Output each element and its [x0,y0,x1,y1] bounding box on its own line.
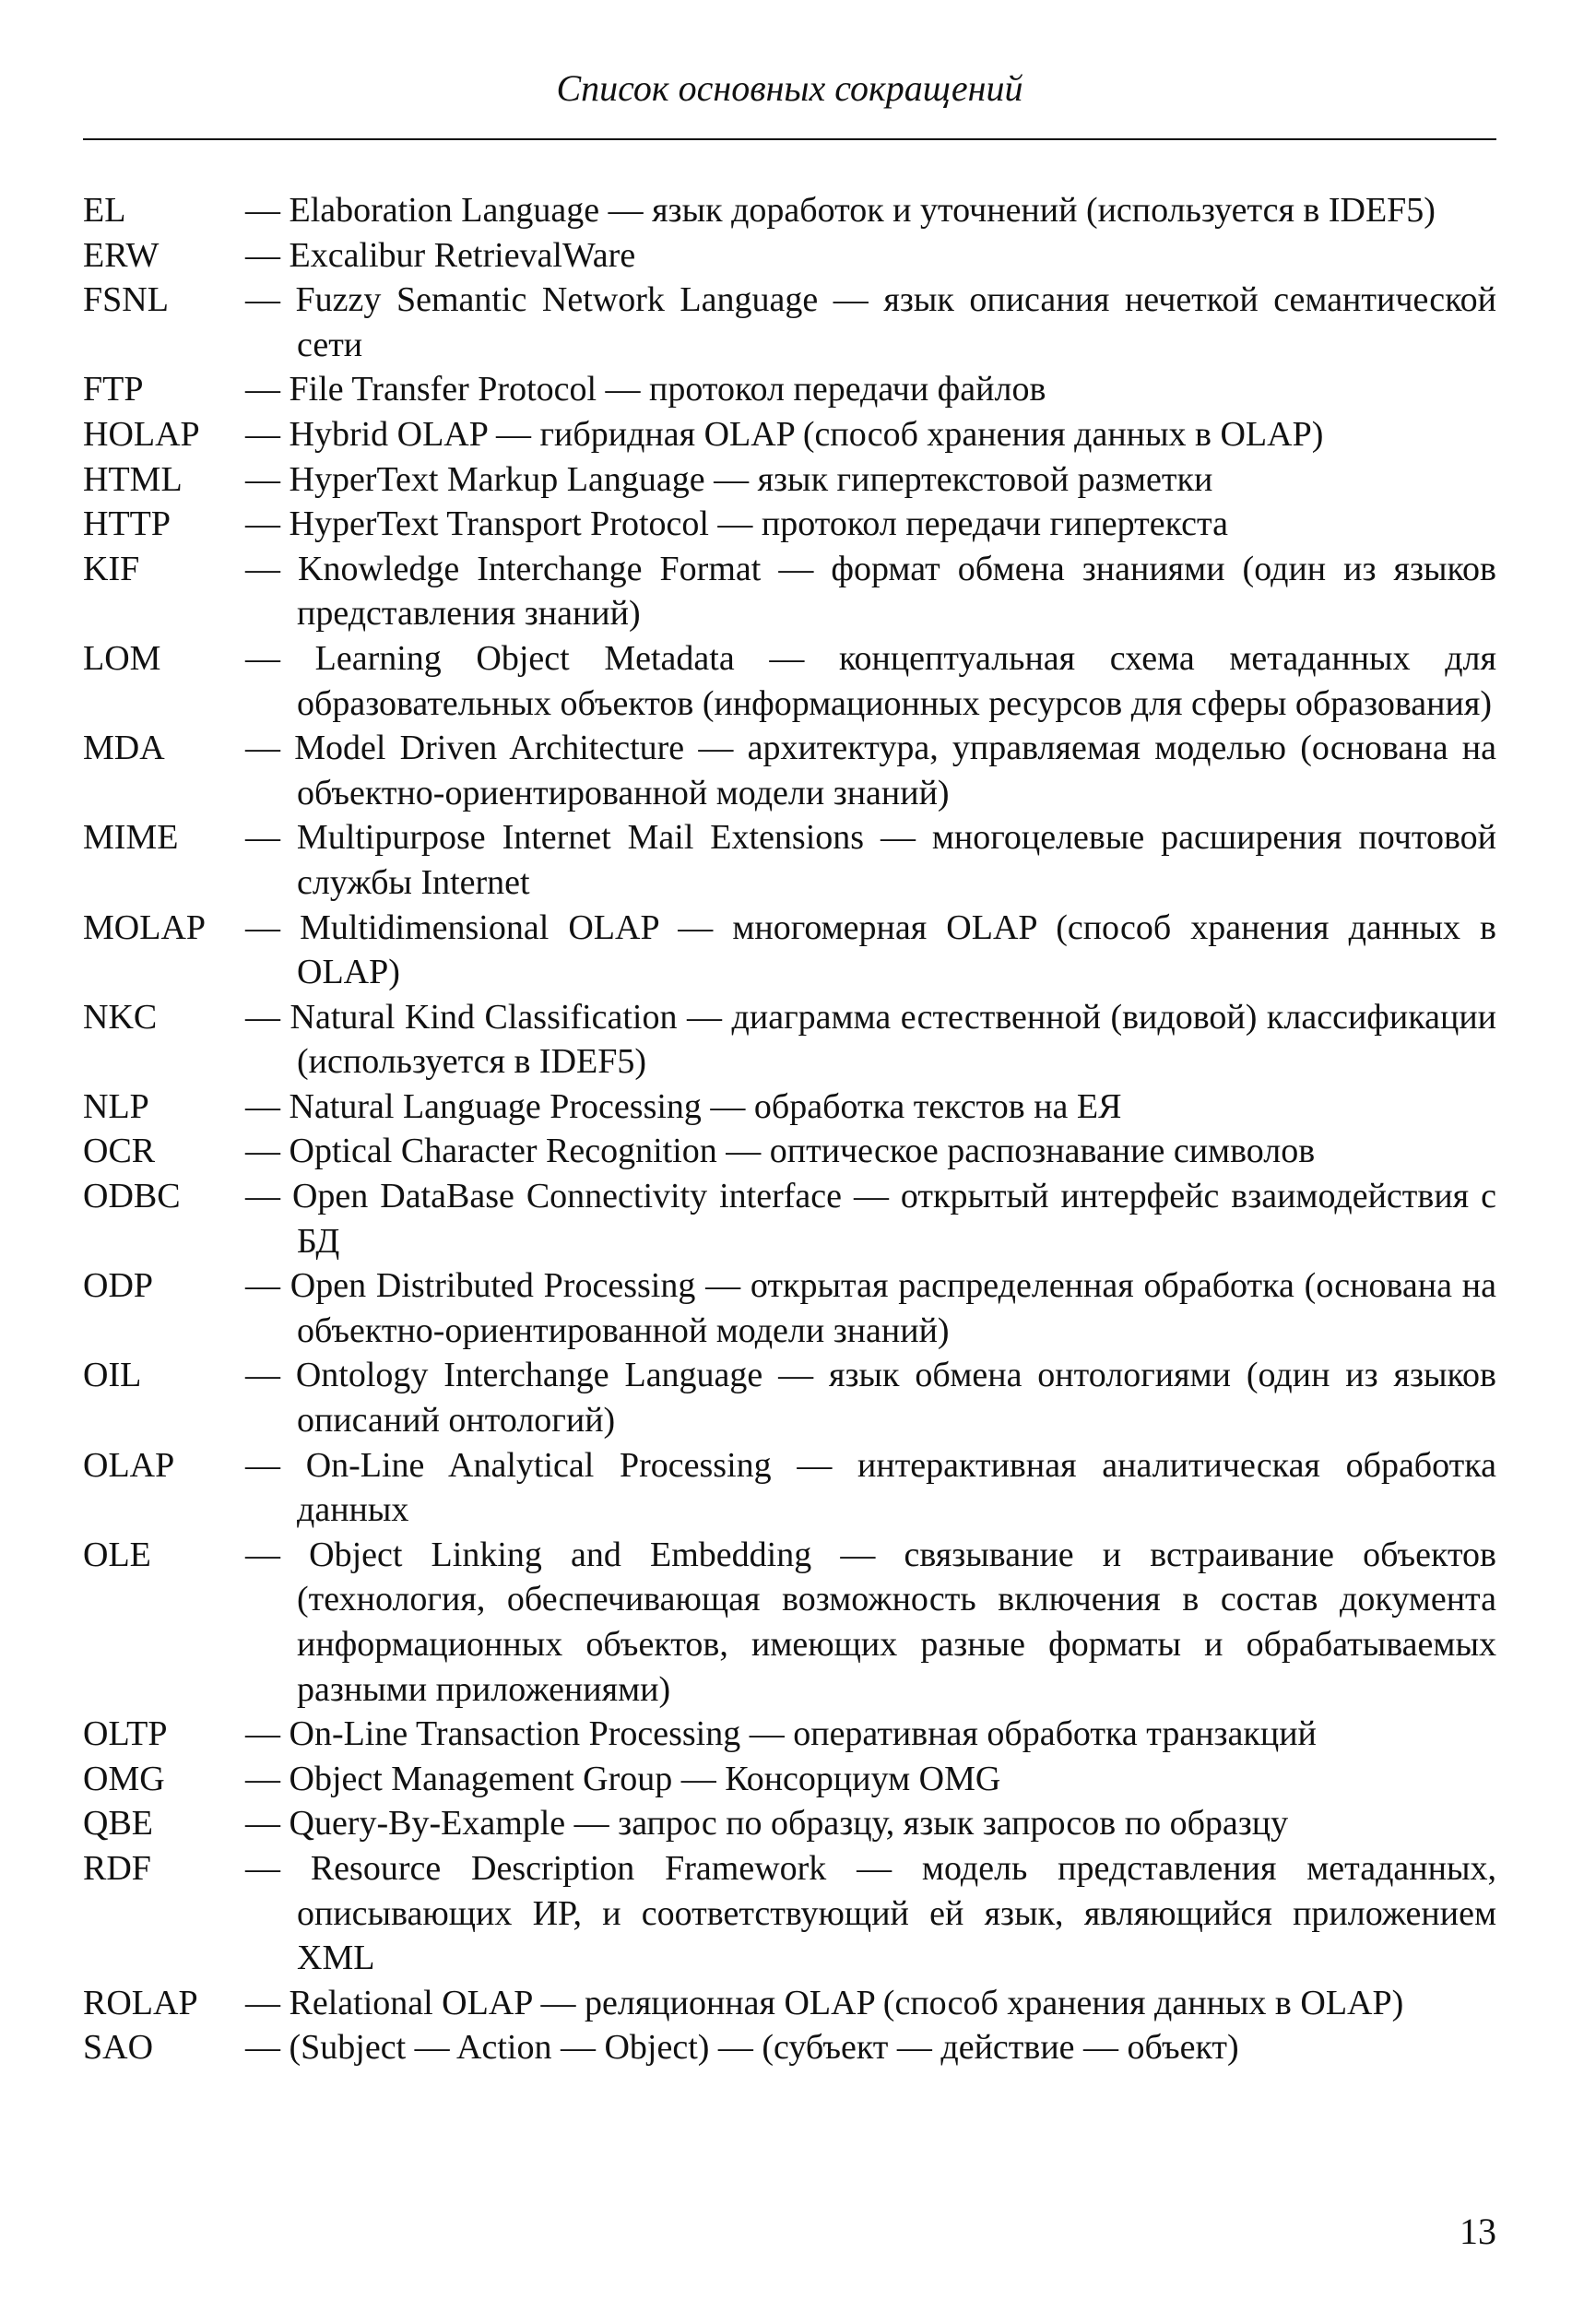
abbreviation-definition: — Multipurpose Internet Mail Extensions — многоцелевые расширения почтовой службы Internet [245,818,1496,902]
abbreviation-entry [83,1757,1496,1802]
abbreviation-definition: — On-Line Transaction Processing — оперативная обработка транзакций [245,1714,1317,1754]
abbreviation-term: ODP [83,1266,154,1306]
abbreviation-term: ERW [83,235,160,275]
abbreviation-term: HTML [83,459,183,499]
abbreviation-term: SAO [83,2028,154,2068]
abbreviation-definition: — Query-By-Example — запрос по образцу, язык запросов по образцу [245,1804,1289,1844]
abbreviation-term: LOM [83,638,161,678]
abbreviation-definition: — Resource Description Framework — модель представления метаданных, описывающих ИР, и соответствующий ей язык, являющийся приложением XML [245,1848,1496,1978]
abbreviation-term: ODBC [83,1177,181,1216]
abbreviation-definition: — Model Driven Architecture — архитектура, управляемая моделью (основана на объектно-ориентированной модели знаний) [245,729,1496,812]
abbreviation-term: HOLAP [83,414,200,454]
abbreviation-entry [83,1533,1496,1712]
abbreviation-term: OLTP [83,1714,168,1754]
abbreviation-term: FSNL [83,280,169,320]
abbreviation-entry [83,1129,1496,1174]
abbreviation-entry [83,906,1496,995]
page-number: 13 [1460,2211,1496,2252]
abbreviation-term: NLP [83,1086,149,1126]
abbreviation-term: KIF [83,549,140,588]
abbreviation-definition: — Hybrid OLAP — гибридная OLAP (способ хранения данных в OLAP) [245,414,1324,454]
abbreviation-entry [83,995,1496,1085]
abbreviation-definition: — Object Management Group — Консорциум OMG [245,1759,1001,1798]
abbreviation-term: OLE [83,1535,151,1574]
abbreviation-term: ROLAP [83,1983,198,2022]
abbreviation-entry [83,457,1496,503]
abbreviation-term: MIME [83,818,179,858]
abbreviation-definition: — Open Distributed Processing — открытая распределенная обработка (основана на объектно-ориентированной модели знаний) [245,1266,1496,1350]
abbreviation-definition: — Object Linking and Embedding — связывание и встраивание объектов (технология, обеспечивающая возможность включения в состав документа информационных объектов, имеющих разные форматы и обрабатываемых разными приложениями) [245,1535,1496,1709]
abbreviation-definition: — File Transfer Protocol — протокол передачи файлов [245,370,1046,409]
abbreviation-term: FTP [83,370,144,409]
abbreviation-entry [83,1443,1496,1533]
abbreviation-term: OCR [83,1132,156,1171]
abbreviation-entry [83,188,1496,233]
abbreviation-term: MOLAP [83,907,207,947]
abbreviation-term: NKC [83,997,158,1037]
abbreviation-entry [83,1353,1496,1442]
abbreviation-definition: — HyperText Transport Protocol — протокол передачи гипертекста [245,504,1228,544]
abbreviation-definition: — Excalibur RetrievalWare [245,235,636,275]
abbreviation-definition: — Fuzzy Semantic Network Language — язык описания нечеткой семантической сети [245,280,1496,364]
abbreviation-definition: — Multidimensional OLAP — многомерная OLAP (способ хранения данных в OLAP) [245,907,1496,992]
abbreviation-definition: — Ontology Interchange Language — язык обмена онтологиями (один из языков описаний онтологий) [245,1356,1496,1441]
abbreviation-term: MDA [83,729,165,768]
page-header: Список основных сокращений [556,67,1023,109]
abbreviation-entry [83,233,1496,279]
abbreviation-entry [83,547,1496,636]
abbreviation-term: OMG [83,1759,165,1798]
abbreviation-entry [83,1981,1496,2026]
abbreviation-entry [83,502,1496,547]
abbreviation-entry [83,2025,1496,2070]
abbreviation-term: QBE [83,1804,153,1844]
abbreviation-list [83,188,1496,2070]
abbreviation-entry [83,815,1496,905]
abbreviation-definition: — Learning Object Metadata — концептуальная схема метаданных для образовательных объектов (информационных ресурсов для сферы образования) [245,638,1496,723]
abbreviation-entry [83,367,1496,412]
abbreviation-definition: — (Subject — Action — Object) — (субъект — действие — объект) [245,2028,1239,2068]
abbreviation-definition: — Elaboration Language — язык доработок и уточнений (используется в IDEF5) [245,191,1436,230]
abbreviation-definition: — Natural Language Processing — обработка текстов на ЕЯ [245,1086,1122,1126]
header-rule [83,138,1496,140]
abbreviation-entry [83,412,1496,457]
abbreviation-entry [83,1263,1496,1353]
abbreviation-entry [83,1712,1496,1757]
abbreviation-definition: — Relational OLAP — реляционная OLAP (способ хранения данных в OLAP) [245,1983,1404,2022]
abbreviation-entry [83,1801,1496,1846]
abbreviation-term: HTTP [83,504,171,544]
abbreviation-definition: — Open DataBase Connectivity interface — открытый интерфейс взаимодействия с БД [245,1177,1496,1261]
abbreviation-definition: — HyperText Markup Language — язык гипертекстовой разметки [245,459,1213,499]
abbreviation-entry [83,726,1496,815]
abbreviation-definition: — Knowledge Interchange Format — формат обмена знаниями (один из языков представления знаний) [245,549,1496,634]
abbreviation-definition: — On-Line Analytical Processing — интерактивная аналитическая обработка данных [245,1445,1496,1530]
abbreviation-term: EL [83,191,126,230]
abbreviation-definition: — Natural Kind Classification — диаграмма естественной (видовой) классификации (используется в IDEF5) [245,997,1496,1082]
abbreviation-entry [83,636,1496,726]
abbreviation-entry [83,1174,1496,1263]
abbreviation-term: OIL [83,1356,142,1395]
abbreviation-entry [83,1085,1496,1130]
abbreviation-term: OLAP [83,1445,175,1485]
abbreviation-term: RDF [83,1848,151,1888]
abbreviation-definition: — Optical Character Recognition — оптическое распознавание символов [245,1132,1316,1171]
abbreviation-entry [83,1846,1496,1981]
abbreviation-entry [83,278,1496,367]
